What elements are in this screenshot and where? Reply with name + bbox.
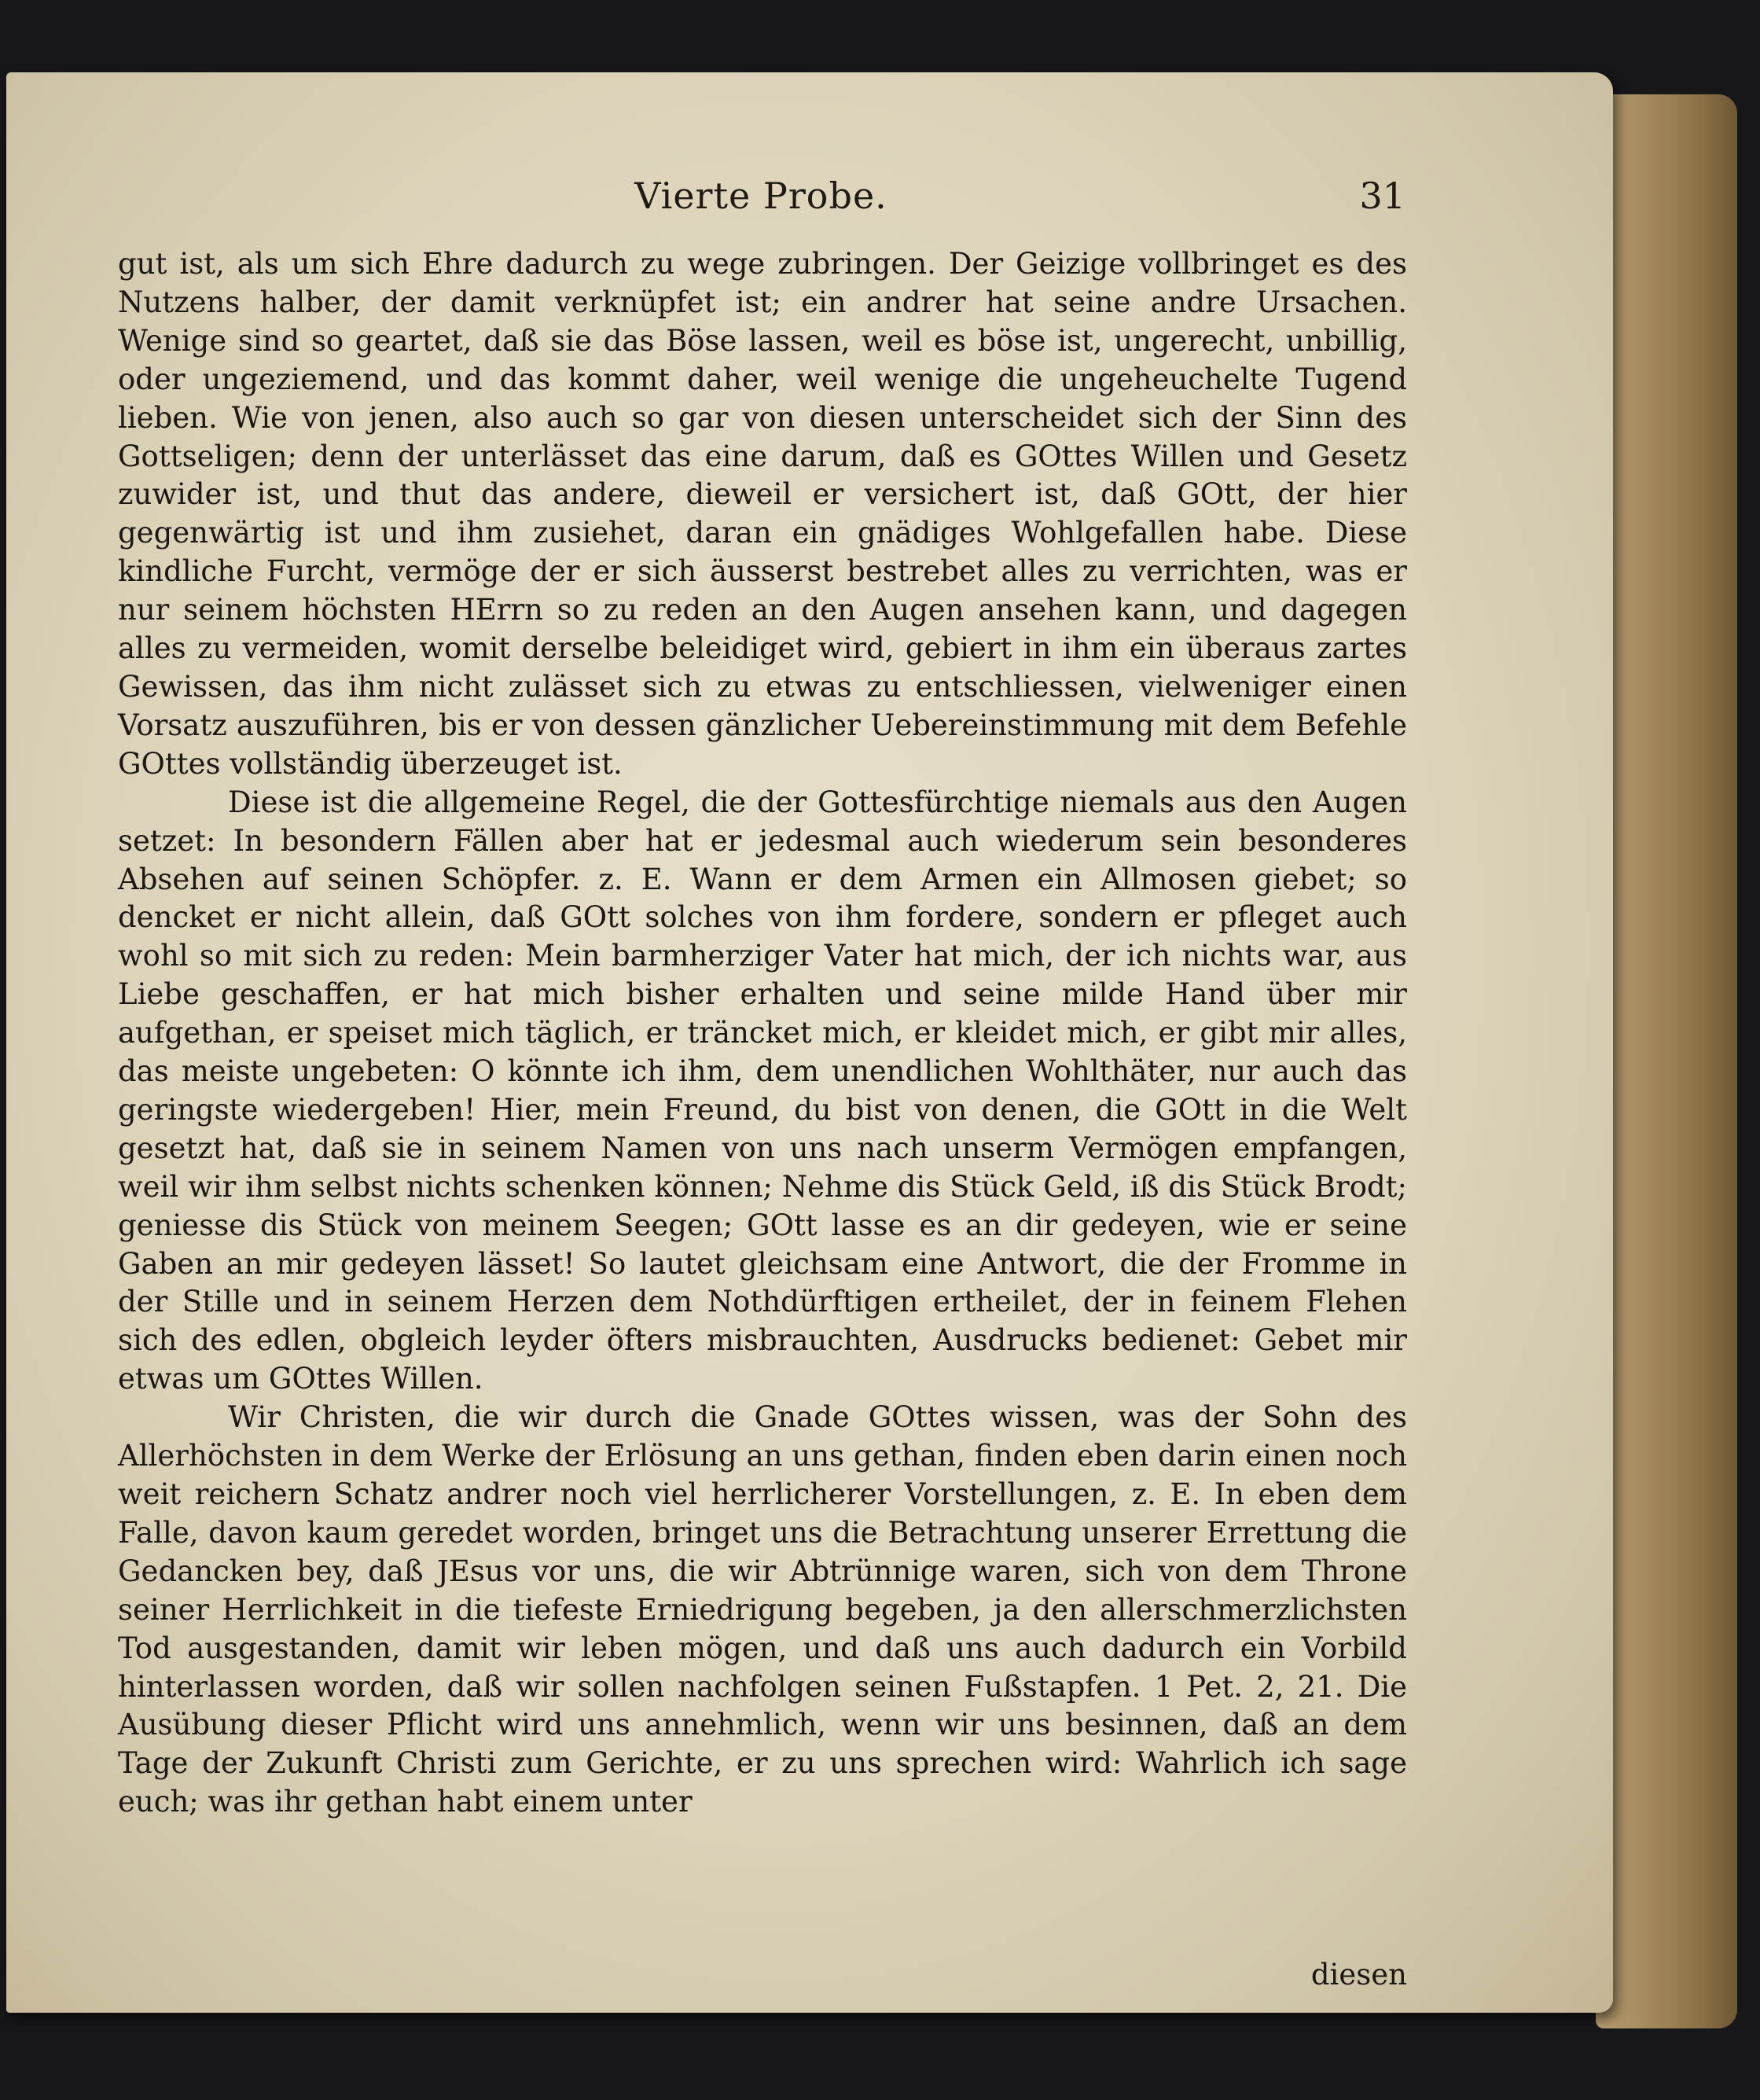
book-page	[6, 72, 1613, 2013]
running-title: Vierte Probe.	[634, 175, 887, 217]
paragraph-1: gut ist, als um sich Ehre dadurch zu wege zubringen. Der Geizige vollbringet es des Nutzens halber, der damit verknüpfet ist; ein andrer hat seine andre Ursachen. Wenige sind so geartet, daß sie das Böse lassen, weil es böse ist, ungerecht, unbillig, oder ungeziemend, und das kommt daher, weil wenige die ungeheuchelte Tugend lieben. Wie von jenen, also auch so gar von diesen unterscheidet sich der Sinn des Gottseligen; denn der unterlässet das eine darum, daß es GOttes Willen und Gesetz zuwider ist, und thut das andere, dieweil er versichert ist, daß GOtt, der hier gegenwärtig ist und ihm zusiehet, daran ein gnädiges Wohlgefallen habe. Diese kindliche Furcht, vermöge der er sich äusserst bestrebet alles zu verrichten, was er nur seinem höchsten HErrn so zu reden an den Augen ansehen kann, und dagegen alles zu vermeiden, womit derselbe beleidiget wird, gebiert in ihm ein überaus zartes Gewissen, das ihm nicht zulässet sich zu etwas zu entschliessen, vielweniger einen Vorsatz auszuführen, bis er von dessen gänzlicher Uebereinstimmung mit dem Befehle GOttes vollständig überzeuget ist.	[118, 247, 1407, 781]
book-page-edges	[1596, 94, 1737, 2028]
body-text	[118, 245, 1407, 1822]
paragraph-3: Wir Christen, die wir durch die Gnade GOttes wissen, was der Sohn des Allerhöchsten in dem Werke der Erlösung an uns gethan, finden eben darin einen noch weit reichern Schatz andrer noch viel herrlicherer Vorstellungen, z. E. In eben dem Falle, davon kaum geredet worden, bringet uns die Betrachtung unserer Errettung die Gedancken bey, daß JEsus vor uns, die wir Abtrünnige waren, sich von dem Throne seiner Herrlichkeit in die tiefeste Erniedrigung begeben, ja den allerschmerzlichsten Tod ausgestanden, damit wir leben mögen, und daß uns auch dadurch ein Vorbild hinterlassen worden, daß wir sollen nachfolgen seinen Fußstapfen. 1 Pet. 2, 21. Die Ausübung dieser Pflicht wird uns annehmlich, wenn wir uns besinnen, daß an dem Tage der Zukunft Christi zum Gerichte, er zu uns sprechen wird: Wahrlich ich sage euch; was ihr gethan habt einem unter	[118, 1400, 1407, 1819]
page-number: 31	[1359, 175, 1405, 217]
catchword: diesen	[1310, 1958, 1407, 1992]
running-header	[116, 175, 1405, 237]
paragraph-2: Diese ist die allgemeine Regel, die der Gottesfürchtige niemals aus den Augen setzet: In besondern Fällen aber hat er jedesmal auch wiederum sein besonderes Absehen auf seinen Schöpfer. z. E. Wann er dem Armen ein Allmosen giebet; so dencket er nicht allein, daß GOtt solches von ihm fordere, sondern er pfleget auch wohl so mit sich zu reden: Mein barmherziger Vater hat mich, der ich nichts war, aus Liebe geschaffen, er hat mich bisher erhalten und seine milde Hand über mir aufgethan, er speiset mich täglich, er träncket mich, er kleidet mich, er gibt mir alles, das meiste ungebeten: O könnte ich ihm, dem unendlichen Wohlthäter, nur auch das geringste wiedergeben! Hier, mein Freund, du bist von denen, die GOtt in die Welt gesetzt hat, daß sie in seinem Namen von uns nach unserm Vermögen empfangen, weil wir ihm selbst nichts schenken können; Nehme dis Stück Geld, iß dis Stück Brodt; geniesse dis Stück von meinem Seegen; GOtt lasse es an dir gedeyen, wie er seine Gaben an mir gedeyen lässet! So lautet gleichsam eine Antwort, die der Fromme in der Stille und in seinem Herzen dem Nothdürftigen ertheilet, der in feinem Flehen sich des edlen, obgleich leyder öfters misbrauchten, Ausdrucks bedienet: Gebet mir etwas um GOttes Willen.	[118, 785, 1407, 1396]
